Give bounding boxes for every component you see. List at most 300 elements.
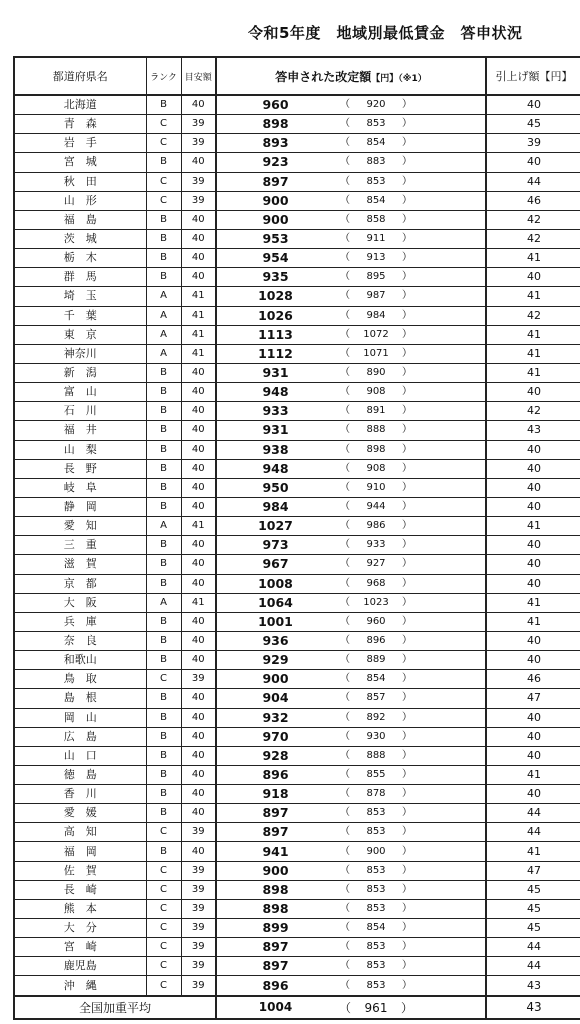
meyasu-cell: 39 xyxy=(181,823,216,842)
prefecture-name: 新 潟 xyxy=(14,363,146,382)
rank-cell: C xyxy=(146,134,181,153)
prefecture-name: 京 都 xyxy=(14,574,146,593)
header-prefecture: 都道府県名 xyxy=(14,57,146,95)
prefecture-name: 茨 城 xyxy=(14,229,146,248)
table-row xyxy=(14,363,580,382)
revised-amount: 931 xyxy=(216,363,334,382)
meyasu-cell: 40 xyxy=(181,478,216,497)
revised-amount: 960 xyxy=(216,95,334,115)
raise-amount: 42 xyxy=(486,402,580,421)
revised-amount: 904 xyxy=(216,689,334,708)
rank-cell: B xyxy=(146,249,181,268)
meyasu-cell: 40 xyxy=(181,249,216,268)
table-row xyxy=(14,172,580,191)
rank-cell: B xyxy=(146,651,181,670)
header-meyasu: 目安額 xyxy=(181,57,216,95)
meyasu-cell: 39 xyxy=(181,861,216,880)
prefecture-name: 大 阪 xyxy=(14,593,146,612)
current-amount: （ 895 ） xyxy=(334,268,486,287)
revised-amount: 1027 xyxy=(216,517,334,536)
meyasu-cell: 40 xyxy=(181,804,216,823)
meyasu-cell: 40 xyxy=(181,574,216,593)
revised-amount: 897 xyxy=(216,172,334,191)
prefecture-name: 岡 山 xyxy=(14,708,146,727)
current-amount: （ 960 ） xyxy=(334,612,486,631)
meyasu-cell: 41 xyxy=(181,306,216,325)
raise-amount: 44 xyxy=(486,957,580,976)
current-amount: （ 854 ） xyxy=(334,670,486,689)
revised-amount: 897 xyxy=(216,957,334,976)
raise-amount: 40 xyxy=(486,555,580,574)
table-row xyxy=(14,440,580,459)
raise-amount: 40 xyxy=(486,708,580,727)
raise-amount: 46 xyxy=(486,191,580,210)
table-row xyxy=(14,249,580,268)
average-amount: 1004 xyxy=(216,996,334,1019)
prefecture-name: 山 口 xyxy=(14,746,146,765)
rank-cell: B xyxy=(146,229,181,248)
revised-amount: 931 xyxy=(216,421,334,440)
revised-amount: 936 xyxy=(216,631,334,650)
rank-cell: B xyxy=(146,268,181,287)
revised-amount: 897 xyxy=(216,804,334,823)
meyasu-cell: 40 xyxy=(181,785,216,804)
table-row xyxy=(14,785,580,804)
header-amount-unit: 【円】（※1） xyxy=(371,73,427,84)
table-row xyxy=(14,612,580,631)
raise-amount: 40 xyxy=(486,727,580,746)
rank-cell: B xyxy=(146,785,181,804)
meyasu-cell: 41 xyxy=(181,325,216,344)
raise-amount: 43 xyxy=(486,421,580,440)
current-amount: （ 853 ） xyxy=(334,172,486,191)
table-row xyxy=(14,383,580,402)
current-amount: （ 892 ） xyxy=(334,708,486,727)
prefecture-name: 愛 知 xyxy=(14,517,146,536)
current-amount: （ 857 ） xyxy=(334,689,486,708)
revised-amount: 899 xyxy=(216,919,334,938)
raise-amount: 39 xyxy=(486,134,580,153)
revised-amount: 1008 xyxy=(216,574,334,593)
meyasu-cell: 40 xyxy=(181,842,216,861)
current-amount: （ 853 ） xyxy=(334,938,486,957)
revised-amount: 929 xyxy=(216,651,334,670)
current-amount: （ 986 ） xyxy=(334,517,486,536)
rank-cell: C xyxy=(146,919,181,938)
meyasu-cell: 40 xyxy=(181,631,216,650)
current-amount: （ 896 ） xyxy=(334,631,486,650)
rank-cell: C xyxy=(146,938,181,957)
prefecture-name: 兵 庫 xyxy=(14,612,146,631)
raise-amount: 41 xyxy=(486,249,580,268)
revised-amount: 954 xyxy=(216,249,334,268)
table-row xyxy=(14,210,580,229)
meyasu-cell: 39 xyxy=(181,880,216,899)
prefecture-name: 長 崎 xyxy=(14,880,146,899)
meyasu-cell: 39 xyxy=(181,919,216,938)
table-row xyxy=(14,134,580,153)
table-row xyxy=(14,823,580,842)
table-row xyxy=(14,765,580,784)
current-amount: （ 853 ） xyxy=(334,804,486,823)
prefecture-name: 三 重 xyxy=(14,536,146,555)
revised-amount: 941 xyxy=(216,842,334,861)
revised-amount: 893 xyxy=(216,134,334,153)
revised-amount: 938 xyxy=(216,440,334,459)
current-amount: （ 930 ） xyxy=(334,727,486,746)
meyasu-cell: 39 xyxy=(181,670,216,689)
revised-amount: 948 xyxy=(216,383,334,402)
table-row xyxy=(14,478,580,497)
header-amount xyxy=(216,57,486,95)
prefecture-name: 秋 田 xyxy=(14,172,146,191)
current-amount: （ 854 ） xyxy=(334,191,486,210)
prefecture-name: 高 知 xyxy=(14,823,146,842)
raise-amount: 40 xyxy=(486,785,580,804)
revised-amount: 932 xyxy=(216,708,334,727)
revised-amount: 1113 xyxy=(216,325,334,344)
revised-amount: 1064 xyxy=(216,593,334,612)
raise-amount: 41 xyxy=(486,344,580,363)
meyasu-cell: 40 xyxy=(181,363,216,382)
current-amount: （ 853 ） xyxy=(334,823,486,842)
table-header-row xyxy=(14,57,580,95)
raise-amount: 41 xyxy=(486,325,580,344)
meyasu-cell: 40 xyxy=(181,95,216,115)
rank-cell: C xyxy=(146,861,181,880)
prefecture-name: 静 岡 xyxy=(14,497,146,516)
meyasu-cell: 41 xyxy=(181,517,216,536)
table-row xyxy=(14,651,580,670)
prefecture-name: 群 馬 xyxy=(14,268,146,287)
raise-amount: 41 xyxy=(486,517,580,536)
meyasu-cell: 40 xyxy=(181,555,216,574)
raise-amount: 40 xyxy=(486,746,580,765)
meyasu-cell: 41 xyxy=(181,344,216,363)
revised-amount: 935 xyxy=(216,268,334,287)
table-row xyxy=(14,899,580,918)
revised-amount: 900 xyxy=(216,861,334,880)
rank-cell: B xyxy=(146,804,181,823)
table-row xyxy=(14,191,580,210)
table-row xyxy=(14,842,580,861)
revised-amount: 898 xyxy=(216,115,334,134)
current-amount: （ 1072 ） xyxy=(334,325,486,344)
rank-cell: B xyxy=(146,708,181,727)
revised-amount: 1026 xyxy=(216,306,334,325)
rank-cell: C xyxy=(146,115,181,134)
average-raise: 43 xyxy=(486,996,580,1019)
prefecture-name: 広 島 xyxy=(14,727,146,746)
page-title: 令和5年度 地域別最低賃金 答申状況 xyxy=(248,24,523,42)
prefecture-name: 福 井 xyxy=(14,421,146,440)
raise-amount: 45 xyxy=(486,880,580,899)
prefecture-name: 千 葉 xyxy=(14,306,146,325)
prefecture-name: 福 岡 xyxy=(14,842,146,861)
table-row xyxy=(14,344,580,363)
current-amount: （ 927 ） xyxy=(334,555,486,574)
rank-cell: B xyxy=(146,612,181,631)
table-row xyxy=(14,670,580,689)
meyasu-cell: 39 xyxy=(181,134,216,153)
table-row xyxy=(14,459,580,478)
raise-amount: 41 xyxy=(486,593,580,612)
table-row xyxy=(14,976,580,996)
current-amount: （ 984 ） xyxy=(334,306,486,325)
raise-amount: 42 xyxy=(486,306,580,325)
minimum-wage-table xyxy=(13,56,580,1020)
rank-cell: B xyxy=(146,555,181,574)
table-row xyxy=(14,555,580,574)
current-amount: （ 855 ） xyxy=(334,765,486,784)
meyasu-cell: 40 xyxy=(181,268,216,287)
meyasu-cell: 41 xyxy=(181,287,216,306)
raise-amount: 41 xyxy=(486,612,580,631)
prefecture-name: 熊 本 xyxy=(14,899,146,918)
current-amount: （ 968 ） xyxy=(334,574,486,593)
raise-amount: 44 xyxy=(486,172,580,191)
rank-cell: A xyxy=(146,344,181,363)
prefecture-name: 神奈川 xyxy=(14,344,146,363)
prefecture-name: 岩 手 xyxy=(14,134,146,153)
raise-amount: 46 xyxy=(486,670,580,689)
raise-amount: 45 xyxy=(486,919,580,938)
meyasu-cell: 40 xyxy=(181,689,216,708)
raise-amount: 40 xyxy=(486,631,580,650)
table-row xyxy=(14,727,580,746)
meyasu-cell: 40 xyxy=(181,765,216,784)
meyasu-cell: 40 xyxy=(181,229,216,248)
current-amount: （ 908 ） xyxy=(334,459,486,478)
rank-cell: C xyxy=(146,172,181,191)
table-row xyxy=(14,880,580,899)
raise-amount: 47 xyxy=(486,689,580,708)
revised-amount: 900 xyxy=(216,191,334,210)
rank-cell: B xyxy=(146,689,181,708)
rank-cell: B xyxy=(146,478,181,497)
current-amount: （ 888 ） xyxy=(334,746,486,765)
prefecture-name: 鳥 取 xyxy=(14,670,146,689)
meyasu-cell: 40 xyxy=(181,440,216,459)
table-row xyxy=(14,861,580,880)
revised-amount: 897 xyxy=(216,938,334,957)
current-amount: （ 910 ） xyxy=(334,478,486,497)
current-amount: （ 1071 ） xyxy=(334,344,486,363)
revised-amount: 973 xyxy=(216,536,334,555)
meyasu-cell: 40 xyxy=(181,727,216,746)
raise-amount: 44 xyxy=(486,938,580,957)
prefecture-name: 奈 良 xyxy=(14,631,146,650)
raise-amount: 44 xyxy=(486,823,580,842)
meyasu-cell: 39 xyxy=(181,957,216,976)
rank-cell: A xyxy=(146,517,181,536)
raise-amount: 47 xyxy=(486,861,580,880)
current-amount: （ 883 ） xyxy=(334,153,486,172)
average-current: （ 961 ） xyxy=(334,996,486,1019)
revised-amount: 948 xyxy=(216,459,334,478)
average-label: 全国加重平均 xyxy=(14,996,216,1019)
current-amount: （ 854 ） xyxy=(334,919,486,938)
current-amount: （ 854 ） xyxy=(334,134,486,153)
prefecture-name: 鹿児島 xyxy=(14,957,146,976)
prefecture-name: 青 森 xyxy=(14,115,146,134)
raise-amount: 40 xyxy=(486,459,580,478)
rank-cell: B xyxy=(146,746,181,765)
current-amount: （ 900 ） xyxy=(334,842,486,861)
table-row xyxy=(14,421,580,440)
current-amount: （ 853 ） xyxy=(334,115,486,134)
rank-cell: B xyxy=(146,497,181,516)
table-row xyxy=(14,689,580,708)
rank-cell: C xyxy=(146,957,181,976)
table-row xyxy=(14,325,580,344)
rank-cell: B xyxy=(146,842,181,861)
current-amount: （ 853 ） xyxy=(334,957,486,976)
prefecture-name: 徳 島 xyxy=(14,765,146,784)
revised-amount: 953 xyxy=(216,229,334,248)
revised-amount: 900 xyxy=(216,670,334,689)
table-row xyxy=(14,287,580,306)
revised-amount: 898 xyxy=(216,880,334,899)
rank-cell: B xyxy=(146,440,181,459)
current-amount: （ 911 ） xyxy=(334,229,486,248)
raise-amount: 40 xyxy=(486,478,580,497)
raise-amount: 41 xyxy=(486,842,580,861)
raise-amount: 41 xyxy=(486,287,580,306)
rank-cell: B xyxy=(146,153,181,172)
rank-cell: C xyxy=(146,976,181,996)
raise-amount: 40 xyxy=(486,497,580,516)
raise-amount: 40 xyxy=(486,574,580,593)
rank-cell: B xyxy=(146,421,181,440)
current-amount: （ 898 ） xyxy=(334,440,486,459)
prefecture-name: 佐 賀 xyxy=(14,861,146,880)
rank-cell: B xyxy=(146,459,181,478)
header-rank: ランク xyxy=(146,57,181,95)
rank-cell: B xyxy=(146,765,181,784)
rank-cell: B xyxy=(146,727,181,746)
current-amount: （ 891 ） xyxy=(334,402,486,421)
revised-amount: 898 xyxy=(216,899,334,918)
table-row xyxy=(14,115,580,134)
meyasu-cell: 40 xyxy=(181,651,216,670)
rank-cell: C xyxy=(146,899,181,918)
table-row xyxy=(14,306,580,325)
meyasu-cell: 40 xyxy=(181,210,216,229)
prefecture-name: 長 野 xyxy=(14,459,146,478)
rank-cell: B xyxy=(146,210,181,229)
rank-cell: B xyxy=(146,574,181,593)
current-amount: （ 888 ） xyxy=(334,421,486,440)
raise-amount: 40 xyxy=(486,383,580,402)
table-row xyxy=(14,593,580,612)
meyasu-cell: 40 xyxy=(181,612,216,631)
current-amount: （ 890 ） xyxy=(334,363,486,382)
meyasu-cell: 39 xyxy=(181,172,216,191)
raise-amount: 40 xyxy=(486,95,580,115)
meyasu-cell: 39 xyxy=(181,899,216,918)
header-raise: 引上げ額【円】 xyxy=(486,57,580,95)
prefecture-name: 宮 崎 xyxy=(14,938,146,957)
revised-amount: 933 xyxy=(216,402,334,421)
rank-cell: B xyxy=(146,363,181,382)
table-row xyxy=(14,708,580,727)
meyasu-cell: 40 xyxy=(181,383,216,402)
revised-amount: 896 xyxy=(216,976,334,996)
revised-amount: 900 xyxy=(216,210,334,229)
revised-amount: 928 xyxy=(216,746,334,765)
prefecture-name: 香 川 xyxy=(14,785,146,804)
table-row xyxy=(14,153,580,172)
meyasu-cell: 41 xyxy=(181,593,216,612)
prefecture-name: 山 梨 xyxy=(14,440,146,459)
meyasu-cell: 39 xyxy=(181,115,216,134)
current-amount: （ 878 ） xyxy=(334,785,486,804)
prefecture-name: 富 山 xyxy=(14,383,146,402)
prefecture-name: 宮 城 xyxy=(14,153,146,172)
raise-amount: 41 xyxy=(486,363,580,382)
current-amount: （ 1023 ） xyxy=(334,593,486,612)
raise-amount: 45 xyxy=(486,899,580,918)
rank-cell: B xyxy=(146,631,181,650)
rank-cell: A xyxy=(146,287,181,306)
prefecture-name: 埼 玉 xyxy=(14,287,146,306)
current-amount: （ 987 ） xyxy=(334,287,486,306)
table-row xyxy=(14,746,580,765)
revised-amount: 984 xyxy=(216,497,334,516)
raise-amount: 41 xyxy=(486,765,580,784)
revised-amount: 918 xyxy=(216,785,334,804)
current-amount: （ 858 ） xyxy=(334,210,486,229)
table-row xyxy=(14,229,580,248)
rank-cell: C xyxy=(146,880,181,899)
table-row xyxy=(14,402,580,421)
table-row xyxy=(14,574,580,593)
rank-cell: A xyxy=(146,593,181,612)
current-amount: （ 853 ） xyxy=(334,976,486,996)
revised-amount: 1001 xyxy=(216,612,334,631)
current-amount: （ 944 ） xyxy=(334,497,486,516)
current-amount: （ 908 ） xyxy=(334,383,486,402)
rank-cell: B xyxy=(146,402,181,421)
meyasu-cell: 40 xyxy=(181,708,216,727)
current-amount: （ 920 ） xyxy=(334,95,486,115)
prefecture-name: 福 島 xyxy=(14,210,146,229)
table-row xyxy=(14,95,580,115)
rank-cell: A xyxy=(146,306,181,325)
meyasu-cell: 40 xyxy=(181,402,216,421)
prefecture-name: 滋 賀 xyxy=(14,555,146,574)
average-row xyxy=(14,996,580,1019)
table-row xyxy=(14,919,580,938)
meyasu-cell: 40 xyxy=(181,153,216,172)
revised-amount: 970 xyxy=(216,727,334,746)
prefecture-name: 石 川 xyxy=(14,402,146,421)
prefecture-name: 大 分 xyxy=(14,919,146,938)
table-row xyxy=(14,536,580,555)
prefecture-name: 東 京 xyxy=(14,325,146,344)
current-amount: （ 853 ） xyxy=(334,899,486,918)
current-amount: （ 853 ） xyxy=(334,861,486,880)
revised-amount: 967 xyxy=(216,555,334,574)
table-row xyxy=(14,497,580,516)
raise-amount: 40 xyxy=(486,153,580,172)
meyasu-cell: 39 xyxy=(181,191,216,210)
current-amount: （ 853 ） xyxy=(334,880,486,899)
table-row xyxy=(14,957,580,976)
current-amount: （ 933 ） xyxy=(334,536,486,555)
rank-cell: C xyxy=(146,191,181,210)
